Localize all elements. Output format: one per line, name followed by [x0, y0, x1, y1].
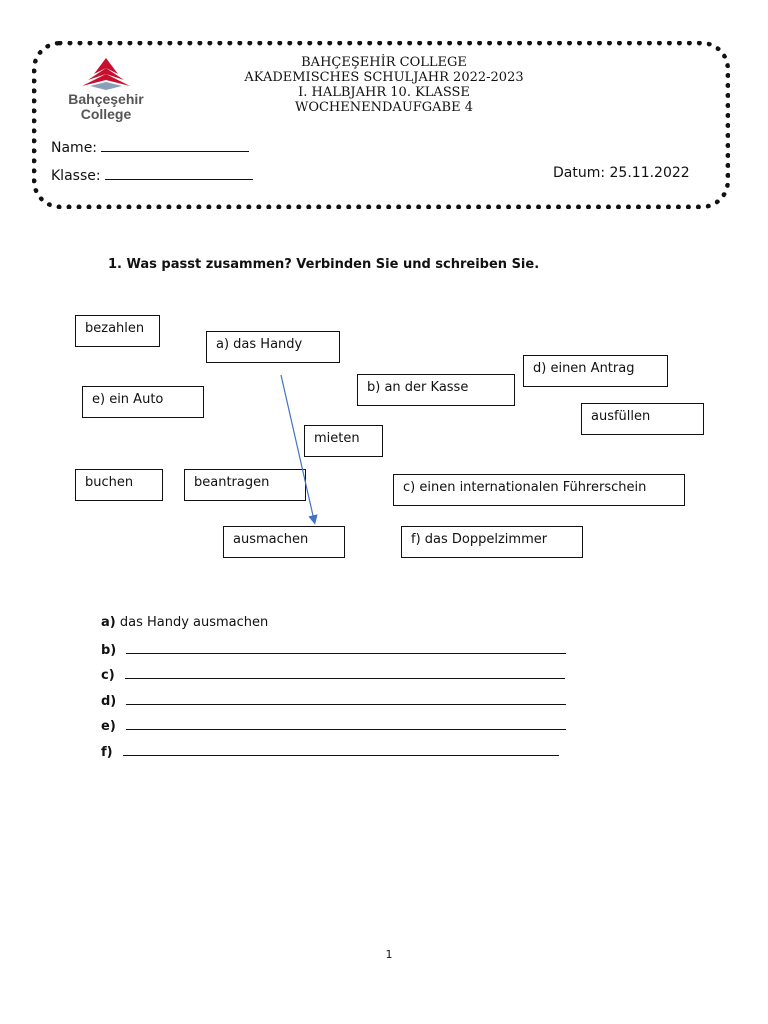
school-info — [180, 55, 588, 115]
logo-emblem-icon — [60, 56, 152, 92]
answer-row-f[interactable] — [101, 741, 566, 767]
answer-letter: a) — [101, 615, 116, 630]
answer-blank-line[interactable] — [126, 690, 566, 705]
word-box-doppelzimmer[interactable]: f) das Doppelzimmer — [401, 526, 583, 558]
answer-blank-line[interactable] — [125, 664, 565, 679]
word-box-mieten[interactable]: mieten — [304, 425, 383, 457]
word-box-buchen[interactable]: buchen — [75, 469, 163, 501]
answer-letter: e) — [101, 719, 116, 734]
answer-letter: f) — [101, 744, 113, 760]
name-label: Name: — [51, 140, 98, 156]
date-field — [553, 165, 690, 181]
school-logo — [60, 56, 152, 128]
task-title: 1. Was passt zusammen? Verbinden Sie und schreiben Sie. — [108, 257, 540, 272]
word-box-an-der-kasse[interactable]: b) an der Kasse — [357, 374, 515, 406]
word-box-ein-auto[interactable]: e) ein Auto — [82, 386, 204, 418]
term-class: I. HALBJAHR 10. KLASSE — [298, 85, 470, 100]
answer-list — [101, 613, 566, 766]
answer-row-d[interactable] — [101, 690, 566, 716]
word-box-einen-antrag[interactable]: d) einen Antrag — [523, 355, 668, 387]
name-field[interactable] — [51, 137, 249, 156]
name-blank-line[interactable] — [101, 137, 249, 152]
assignment-title: WOCHENENDAUFGABE 4 — [294, 100, 474, 115]
word-box-das-handy[interactable]: a) das Handy — [206, 331, 340, 363]
answer-blank-line[interactable] — [126, 639, 566, 654]
school-name: BAHÇEŞEHİR COLLEGE — [301, 55, 467, 70]
answer-row-b[interactable] — [101, 639, 566, 665]
word-box-ausfuellen[interactable]: ausfüllen — [581, 403, 704, 435]
logo-text: Bahçeşehir College — [68, 91, 144, 122]
date-label: Datum: 25.11.2022 — [553, 165, 690, 181]
school-year: AKADEMISCHES SCHULJAHR 2022-2023 — [244, 70, 524, 85]
answer-row-e[interactable] — [101, 715, 566, 741]
answer-letter: b) — [101, 642, 117, 658]
page-number: 1 — [385, 948, 393, 961]
class-blank-line[interactable] — [105, 165, 253, 180]
answer-blank-line[interactable] — [126, 715, 566, 730]
answer-blank-line[interactable] — [123, 741, 559, 756]
word-box-beantragen[interactable]: beantragen — [184, 469, 306, 501]
answer-letter: d) — [101, 693, 117, 709]
answer-row-a — [101, 613, 566, 639]
word-box-bezahlen[interactable]: bezahlen — [75, 315, 160, 347]
word-box-fuehrerschein[interactable]: c) einen internationalen Führerschein — [393, 474, 685, 506]
answer-row-c[interactable] — [101, 664, 566, 690]
class-label: Klasse: — [51, 168, 101, 184]
word-box-ausmachen[interactable]: ausmachen — [223, 526, 345, 558]
answer-letter: c) — [101, 668, 115, 683]
class-field[interactable] — [51, 165, 253, 184]
answer-text: das Handy ausmachen — [119, 615, 269, 630]
